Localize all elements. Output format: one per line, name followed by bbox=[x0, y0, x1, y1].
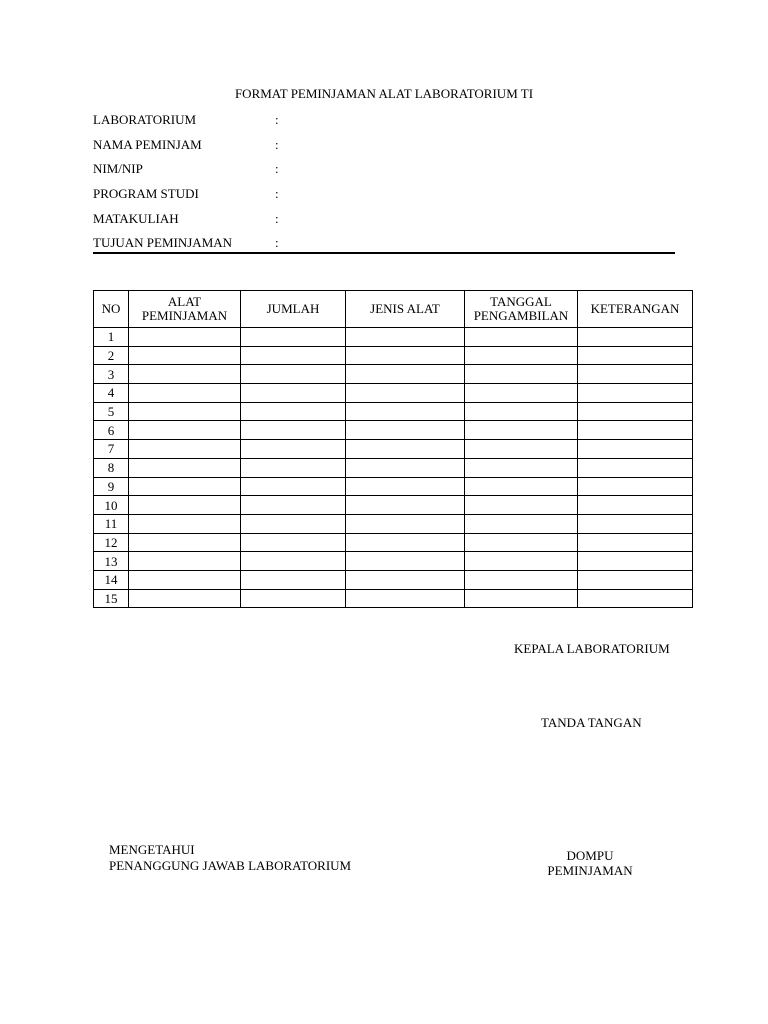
header-alat-peminjaman: ALAT PEMINJAMAN bbox=[129, 291, 241, 328]
table-cell bbox=[241, 496, 346, 515]
table-row bbox=[94, 589, 693, 608]
field-tujuan-peminjaman bbox=[93, 235, 675, 260]
table-cell bbox=[346, 328, 465, 347]
table-cell bbox=[346, 440, 465, 459]
field-label: TUJUAN PEMINJAMAN bbox=[93, 235, 233, 251]
table-cell bbox=[346, 533, 465, 552]
table-cell bbox=[465, 533, 578, 552]
field-label: NIM/NIP bbox=[93, 161, 143, 177]
table-cell bbox=[129, 514, 241, 533]
field-matakuliah bbox=[93, 211, 675, 236]
table-cell bbox=[346, 365, 465, 384]
table-cell bbox=[346, 514, 465, 533]
row-number: 2 bbox=[94, 346, 129, 365]
table-cell bbox=[241, 552, 346, 571]
table-cell bbox=[465, 365, 578, 384]
table-row bbox=[94, 477, 693, 496]
table-cell bbox=[346, 402, 465, 421]
table-cell bbox=[241, 402, 346, 421]
table-cell bbox=[578, 570, 693, 589]
table-row bbox=[94, 496, 693, 515]
borrower-line: DOMPU bbox=[566, 848, 614, 863]
table-cell bbox=[346, 477, 465, 496]
table-cell bbox=[129, 496, 241, 515]
table-cell bbox=[129, 440, 241, 459]
field-colon: : bbox=[275, 186, 279, 202]
table-row bbox=[94, 533, 693, 552]
field-colon: : bbox=[275, 210, 279, 226]
table-row bbox=[94, 365, 693, 384]
table-cell bbox=[346, 458, 465, 477]
head-title: KEPALA LABORATORIUM bbox=[514, 641, 670, 656]
table-cell bbox=[241, 421, 346, 440]
separator-line bbox=[93, 252, 675, 254]
table-cell bbox=[346, 552, 465, 571]
table-cell bbox=[578, 496, 693, 515]
row-number: 10 bbox=[94, 496, 129, 515]
table-cell bbox=[129, 384, 241, 403]
table-cell bbox=[578, 477, 693, 496]
table-cell bbox=[241, 440, 346, 459]
table-cell bbox=[129, 346, 241, 365]
row-number: 12 bbox=[94, 533, 129, 552]
table-cell bbox=[129, 421, 241, 440]
field-colon: : bbox=[275, 161, 279, 177]
header-no: NO bbox=[94, 291, 129, 328]
field-label: MATAKULIAH bbox=[93, 210, 179, 226]
table-cell bbox=[465, 589, 578, 608]
table-cell bbox=[241, 514, 346, 533]
table-cell bbox=[465, 440, 578, 459]
row-number: 3 bbox=[94, 365, 129, 384]
field-laboratorium bbox=[93, 112, 675, 137]
table-cell bbox=[578, 402, 693, 421]
table-cell bbox=[241, 570, 346, 589]
table-cell bbox=[241, 477, 346, 496]
table-cell bbox=[465, 552, 578, 571]
table-cell bbox=[346, 346, 465, 365]
header-tanggal-pengambilan: TANGGAL PENGAMBILAN bbox=[465, 291, 578, 328]
table-row bbox=[94, 440, 693, 459]
header-jumlah: JUMLAH bbox=[241, 291, 346, 328]
signature-label: TANDA TANGAN bbox=[541, 715, 642, 730]
table-cell bbox=[346, 589, 465, 608]
table-cell bbox=[129, 328, 241, 347]
table-row bbox=[94, 570, 693, 589]
table-cell bbox=[465, 477, 578, 496]
table-cell bbox=[465, 346, 578, 365]
table-cell bbox=[578, 328, 693, 347]
row-number: 4 bbox=[94, 384, 129, 403]
table-cell bbox=[465, 514, 578, 533]
field-label: NAMA PEMINJAM bbox=[93, 136, 202, 152]
field-label: LABORATORIUM bbox=[93, 112, 197, 127]
row-number: 11 bbox=[94, 514, 129, 533]
table-cell bbox=[129, 477, 241, 496]
field-program-studi bbox=[93, 186, 675, 211]
table-cell bbox=[465, 570, 578, 589]
table-cell bbox=[241, 533, 346, 552]
table-row bbox=[94, 384, 693, 403]
row-number: 1 bbox=[94, 328, 129, 347]
row-number: 9 bbox=[94, 477, 129, 496]
table-cell bbox=[129, 552, 241, 571]
table-cell bbox=[241, 589, 346, 608]
table-row bbox=[94, 402, 693, 421]
table-cell bbox=[578, 514, 693, 533]
field-colon: : bbox=[275, 235, 279, 251]
table-cell bbox=[578, 421, 693, 440]
table-cell bbox=[129, 365, 241, 384]
table-cell bbox=[346, 570, 465, 589]
table-cell bbox=[578, 440, 693, 459]
row-number: 7 bbox=[94, 440, 129, 459]
form-fields bbox=[93, 112, 675, 260]
table-cell bbox=[578, 458, 693, 477]
table-cell bbox=[129, 589, 241, 608]
table-cell bbox=[241, 384, 346, 403]
table-cell bbox=[465, 402, 578, 421]
row-number: 15 bbox=[94, 589, 129, 608]
table-cell bbox=[465, 458, 578, 477]
table-row bbox=[94, 421, 693, 440]
acknowledge-line: MENGETAHUI bbox=[109, 842, 195, 857]
page-title: FORMAT PEMINJAMAN ALAT LABORATORIUM TI bbox=[234, 86, 534, 101]
table-cell bbox=[241, 365, 346, 384]
row-number: 8 bbox=[94, 458, 129, 477]
table-cell bbox=[578, 533, 693, 552]
field-nama-peminjam bbox=[93, 137, 675, 162]
row-number: 14 bbox=[94, 570, 129, 589]
table-cell bbox=[465, 384, 578, 403]
table-cell bbox=[578, 365, 693, 384]
borrower-block bbox=[530, 848, 650, 878]
table-row bbox=[94, 346, 693, 365]
field-colon: : bbox=[275, 136, 279, 152]
table-cell bbox=[241, 458, 346, 477]
table-cell bbox=[465, 421, 578, 440]
header-keterangan: KETERANGAN bbox=[578, 291, 693, 328]
table-cell bbox=[578, 589, 693, 608]
table-cell bbox=[129, 570, 241, 589]
row-number: 13 bbox=[94, 552, 129, 571]
table-cell bbox=[129, 533, 241, 552]
table-body bbox=[94, 328, 693, 608]
header-jenis-alat: JENIS ALAT bbox=[346, 291, 465, 328]
table-row bbox=[94, 552, 693, 571]
borrower-line: PEMINJAMAN bbox=[547, 863, 633, 878]
row-number: 6 bbox=[94, 421, 129, 440]
table-row bbox=[94, 458, 693, 477]
loan-table bbox=[93, 290, 693, 608]
row-number: 5 bbox=[94, 402, 129, 421]
field-colon: : bbox=[275, 112, 279, 127]
acknowledge-block bbox=[109, 842, 351, 874]
table-cell bbox=[465, 496, 578, 515]
table-cell bbox=[465, 328, 578, 347]
table-cell bbox=[241, 346, 346, 365]
table-cell bbox=[129, 458, 241, 477]
acknowledge-line: PENANGGUNG JAWAB LABORATORIUM bbox=[109, 858, 352, 873]
table-cell bbox=[346, 421, 465, 440]
field-label: PROGRAM STUDI bbox=[93, 186, 199, 202]
table-cell bbox=[241, 328, 346, 347]
table-header-row bbox=[94, 291, 693, 328]
table-row bbox=[94, 514, 693, 533]
table-cell bbox=[129, 402, 241, 421]
table-row bbox=[94, 328, 693, 347]
table-cell bbox=[578, 346, 693, 365]
table-cell bbox=[578, 552, 693, 571]
table-cell bbox=[346, 496, 465, 515]
table-cell bbox=[346, 384, 465, 403]
field-nim-nip bbox=[93, 161, 675, 186]
table-cell bbox=[578, 384, 693, 403]
